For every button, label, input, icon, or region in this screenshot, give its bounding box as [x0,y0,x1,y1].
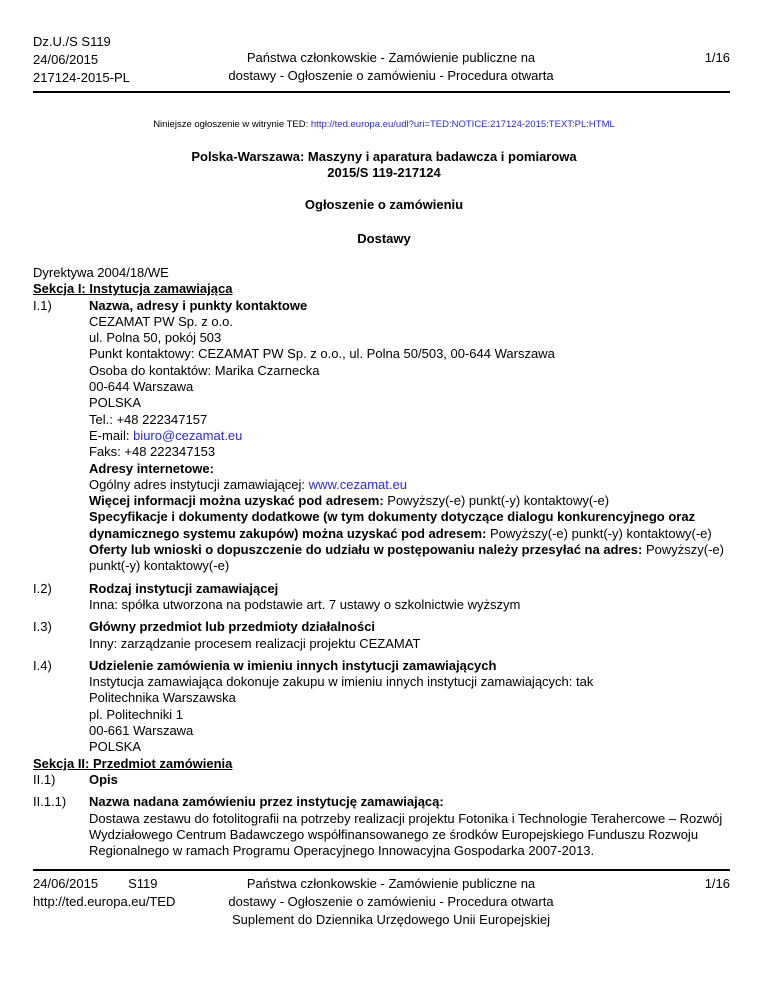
directive: Dyrektywa 2004/18/WE [33,265,169,280]
footer-meta [33,875,175,911]
item-title: Udzielenie zamówienia w imieniu innych instytucji zamawiających [89,657,497,673]
other-org-street: pl. Politechniki 1 [89,706,183,722]
contact-point: Punkt kontaktowy: CEZAMAT PW Sp. z o.o., ul. Polna 50/503, 00-644 Warszawa [89,346,555,362]
item-title: Opis [89,771,118,787]
footer-title-line2: dostawy - Ogłoszenie o zamówieniu - Procedura otwarta [228,894,554,909]
footer-title [205,875,577,929]
item-title: Rodzaj instytucji zamawiającej [89,580,279,596]
website-link[interactable]: www.cezamat.eu [308,476,407,492]
doc-ref: Dz.U./S S119 [33,34,111,49]
item-number: I.2) [33,580,52,596]
offers-label: Oferty lub wnioski o dopuszczenie do udziału w postępowaniu należy przesyłać na adres: [89,542,643,558]
section-i11 [33,298,730,575]
section-2-heading: Sekcja II: Przedmiot zamówienia [33,755,233,771]
item-title: Główny przedmiot lub przedmioty działalności [89,619,376,635]
more-info-value: Powyższy(-e) punkt(-y) kontaktowy(-e) [387,493,610,509]
contract-type: Dostawy [357,231,411,246]
header-date: 24/06/2015 [33,52,99,67]
item-number: I.1) [33,297,52,313]
notice-id: 217124-2015-PL [33,70,130,85]
notice-body [33,265,730,859]
item-number: I.4) [33,657,52,673]
more-info [89,493,730,509]
org-phone: Tel.: +48 222347157 [89,411,208,427]
header-title [205,49,577,85]
section-1-heading: Sekcja I: Instytucja zamawiająca [33,281,233,297]
org-fax: Faks: +48 222347153 [89,444,216,460]
other-org-country: POLSKA [89,739,142,755]
item-title: Nazwa, adresy i punkty kontaktowe [89,297,308,313]
item-value: Instytucja zamawiająca dokonuje zakupu w imieniu innych instytucji zamawiających: tak [89,674,594,690]
header-divider [33,91,730,93]
ted-note [0,119,768,130]
web-address-label: Ogólny adres instytucji zamawiającej: [89,476,306,492]
web-addresses-heading: Adresy internetowe: [89,460,214,476]
specs-label: Specyfikacje i dokumenty dodatkowe (w tym dokumenty dotyczące dialogu konkurencyjnego oraz dynamicznego systemu zakupów) można uzyskać pod adresem: [89,509,696,541]
email-link[interactable]: biuro@cezamat.eu [133,427,243,443]
section-i14 [33,658,730,756]
item-value: Inny: zarządzanie procesem realizacji projektu CEZAMAT [89,635,421,651]
org-name: CEZAMAT PW Sp. z o.o. [89,313,233,329]
footer-title-line1: Państwa członkowskie - Zamówienie publiczne na [246,876,536,891]
notice-kind: Ogłoszenie o zamówieniu [304,197,464,212]
header-title-line1: Państwa członkowskie - Zamówienie publiczne na [246,50,536,65]
specs-value: Powyższy(-e) punkt(-y) kontaktowy(-e) [489,525,712,541]
org-city: 00-644 Warszawa [89,379,194,395]
more-info-label: Więcej informacji można uzyskać pod adresem: [89,493,384,509]
footer-divider [33,869,730,871]
web-address-line [89,477,730,493]
header-meta [33,33,130,87]
ted-notice-link[interactable]: http://ted.europa.eu/udl?uri=TED:NOTICE:217124-2015:TEXT:PL:HTML [310,119,615,130]
notice-number: 2015/S 119-217124 [327,165,441,180]
item-number: II.1) [33,771,56,787]
org-country: POLSKA [89,395,142,411]
section-ii11 [33,794,730,859]
footer-page-number: 1/16 [704,876,730,891]
specs-info [89,509,730,542]
other-org-city: 00-661 Warszawa [89,723,194,739]
notice-title-line1: Polska-Warszawa: Maszyny i aparatura badawcza i pomiarowa [191,149,577,164]
contact-person: Osoba do kontaktów: Marika Czarnecka [89,362,320,378]
offers-value: Powyższy(-e) punkt(-y) kontaktowy(-e) [89,542,724,574]
org-email-line [89,428,730,444]
section-ii1 [33,772,730,788]
email-label: E-mail: [89,427,130,443]
item-value: Dostawa zestawu do fotolitografii na potrzeby realizacji projektu Fotonika i Technologie Terahercowe – Rozwój Wydziałowego Centrum Badawczego współfinansowanego ze środków Europejskiego Funduszu Rozwoju Regionalnego w ramach Programu Operacyjnego Innowacyjna Gospodarka 2007-2013. [89,810,723,859]
item-title: Nazwa nadana zamówieniu przez instytucję zamawiającą: [89,794,444,810]
offers-info [89,542,730,575]
section-i12 [33,581,730,614]
org-street: ul. Polna 50, pokój 503 [89,330,222,346]
footer-url: http://ted.europa.eu/TED [33,894,176,909]
footer-title-line3: Suplement do Dziennika Urzędowego Unii Europejskiej [232,912,550,927]
header-page-number: 1/16 [704,50,730,65]
other-org-name: Politechnika Warszawska [89,690,236,706]
ted-note-prefix: Niniejsze ogłoszenie w witrynie TED: [153,119,309,130]
footer-series: S119 [128,876,158,891]
notice-title [0,149,768,181]
section-i13 [33,619,730,652]
footer-date: 24/06/2015 [33,876,99,891]
header-title-line2: dostawy - Ogłoszenie o zamówieniu - Procedura otwarta [228,68,554,83]
item-number: II.1.1) [33,794,67,810]
item-value: Inna: spółka utworzona na podstawie art. 7 ustawy o szkolnictwie wyższym [89,596,521,612]
item-number: I.3) [33,619,52,635]
